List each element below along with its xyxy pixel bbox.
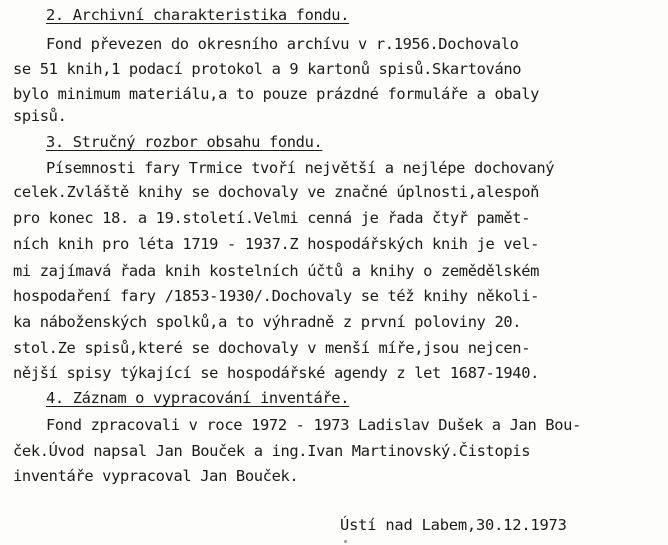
section-4-line-2: ček.Úvod napsal Jan Bouček a ing.Ivan Martinovský.Čistopis xyxy=(13,442,531,460)
section-3-line-8: stol.Ze spisů,které se dochovaly v menší míře,jsou nejcen- xyxy=(13,339,531,357)
section-3-heading: 3. Stručný rozbor obsahu fondu. xyxy=(46,133,323,151)
section-3-line-2: celek.Zvláště knihy se dochovaly ve značné úplnosti,alespoň xyxy=(13,183,540,201)
section-2-line-3: bylo minimum materiálu,a to pouze prázdné formuláře a obaly xyxy=(13,85,540,103)
section-2-line-1: Fond převezen do okresního archívu v r.1956.Dochovalo xyxy=(46,35,519,53)
section-3-line-9: nější spisy týkající se hospodářské agendy z let 1687-1940. xyxy=(13,364,540,382)
section-2-heading: 2. Archivní charakteristika fondu. xyxy=(46,6,350,24)
section-3-line-1: Písemnosti fary Trmice tvoří největší a nejlépe dochovaný xyxy=(46,159,555,177)
place-date-line: Ústí nad Labem,30.12.1973 xyxy=(340,516,567,534)
section-2-line-2: se 51 knih,1 podací protokol a 9 kartonů spisů.Skartováno xyxy=(13,60,522,78)
section-3-line-4: ních knih pro léta 1719 - 1937.Z hospodářských knih je vel- xyxy=(13,235,540,253)
section-3-line-5: mi zajímavá řada knih kostelních účtů a knihy o zemědělském xyxy=(13,262,540,280)
section-3-line-6: hospodaření fary /1853-1930/.Dochovaly se též knihy několi- xyxy=(13,287,540,305)
section-4-line-1: Fond zpracovali v roce 1972 - 1973 Ladislav Dušek a Jan Bou- xyxy=(46,416,581,434)
section-4-heading: 4. Záznam o vypracování inventáře. xyxy=(46,389,350,407)
section-2-line-4: spisů. xyxy=(13,107,67,125)
section-4-line-3: inventáře vypracoval Jan Bouček. xyxy=(13,467,299,485)
section-3-line-3: pro konec 18. a 19.století.Velmi cenná je řada čtyř pamět- xyxy=(13,209,531,227)
scan-speck xyxy=(344,540,347,543)
section-3-line-7: ka náboženských spolků,a to výhradně z první poloviny 20. xyxy=(13,313,522,331)
